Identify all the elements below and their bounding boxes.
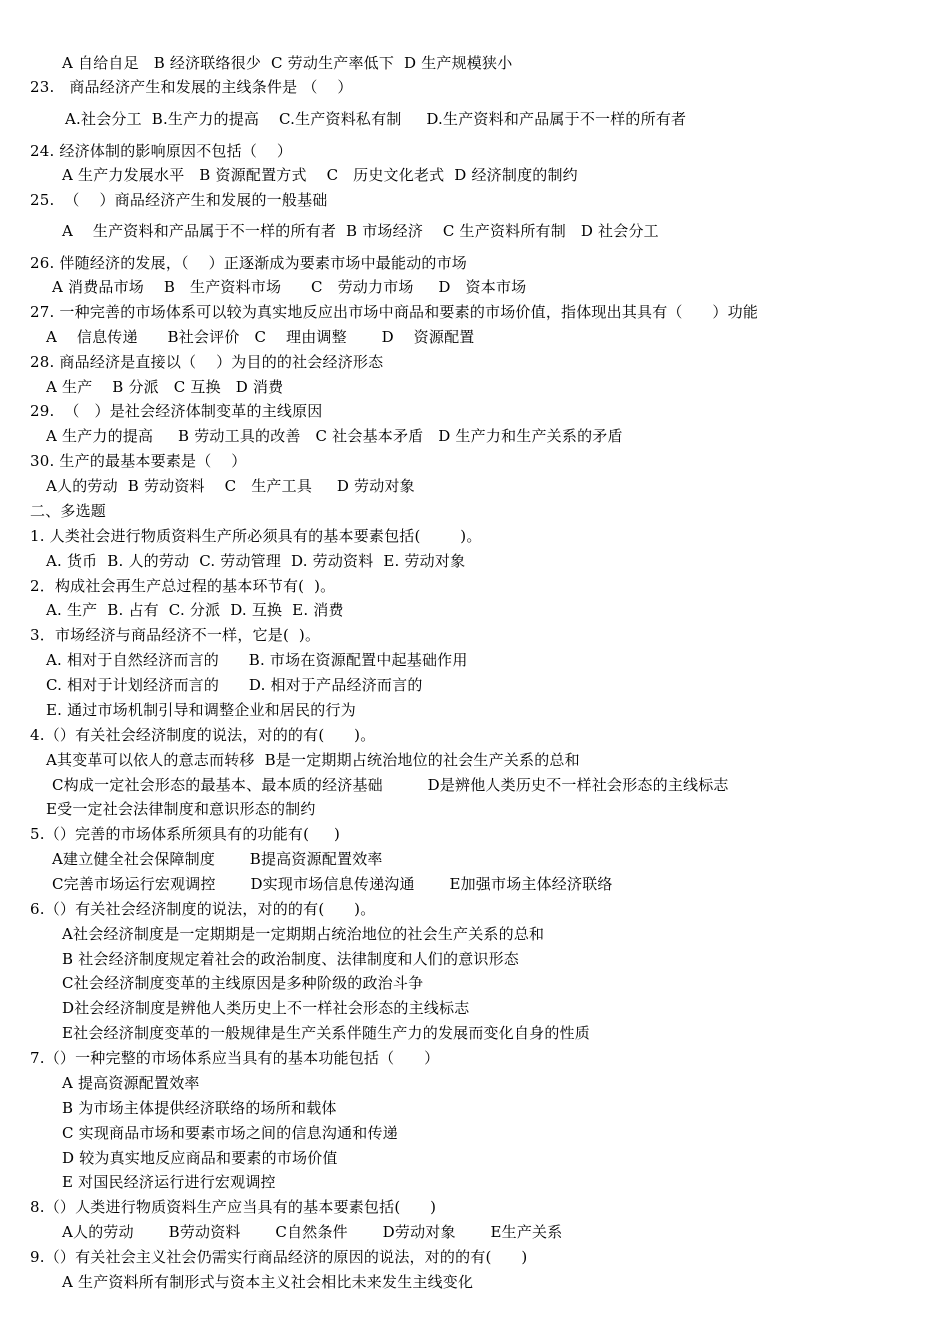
m9-option-a: A 生产资料所有制形式与资本主义社会相比未来发生主线变化 (62, 1273, 474, 1291)
m7-option-c: C 实现商品市场和要素市场之间的信息沟通和传递 (62, 1124, 398, 1142)
q30-stem: 30. 生产的最基本要素是（ ） (30, 452, 247, 470)
q22-options: A 自给自足 B 经济联络很少 C 劳动生产率低下 D 生产规模狭小 (62, 54, 513, 72)
q28-stem: 28. 商品经济是直接以（ ）为目的的社会经济形态 (30, 353, 384, 371)
m2-stem: 2．构成社会再生产总过程的基本环节有( )。 (30, 577, 336, 595)
m2-options: A. 生产 B. 占有 C. 分派 D. 互换 E. 消费 (46, 601, 344, 619)
q28-options: A 生产 B 分派 C 互换 D 消费 (46, 378, 284, 396)
m6-option-b: B 社会经济制度规定着社会的政治制度、法律制度和人们的意识形态 (62, 950, 519, 968)
q25-stem: 25. （ ）商品经济产生和发展的一般基础 (30, 191, 328, 209)
q26-stem: 26. 伴随经济的发展，（ ）正逐渐成为要素市场中最能动的市场 (30, 254, 467, 272)
m7-option-a: A 提高资源配置效率 (62, 1074, 200, 1092)
q30-options: A人的劳动 B 劳动资料 C 生产工具 D 劳动对象 (46, 477, 415, 495)
m4-options-cd: C构成一定社会形态的最基本、最本质的经济基础 D是辨他人类历史不一样社会形态的主线标志 (52, 776, 729, 794)
m5-options-cde: C完善市场运行宏观调控 D实现市场信息传递沟通 E加强市场主体经济联络 (52, 875, 613, 893)
m4-stem: 4.（）有关社会经济制度的说法，对的的有( )。 (30, 726, 376, 744)
q29-stem: 29. （ ）是社会经济体制变革的主线原因 (30, 402, 323, 420)
m3-options-cd: C. 相对于计划经济而言的 D. 相对于产品经济而言的 (46, 676, 423, 694)
m6-option-a: A社会经济制度是一定期期是一定期期占统治地位的社会生产关系的总和 (62, 925, 545, 943)
m5-stem: 5.（）完善的市场体系所须具有的功能有( ) (30, 825, 341, 843)
m1-stem: 1. 人类社会进行物质资料生产所必须具有的基本要素包括( )。 (30, 527, 482, 545)
q25-options: A 生产资料和产品属于不一样的所有者 B 市场经济 C 生产资料所有制 D 社会分工 (62, 222, 659, 240)
m6-option-c: C社会经济制度变革的主线原因是多种阶级的政治斗争 (62, 974, 424, 992)
m4-options-ab: A其变革可以依人的意志而转移 B是一定期期占统治地位的社会生产关系的总和 (46, 751, 580, 769)
m5-options-ab: A建立健全社会保障制度 B提高资源配置效率 (52, 850, 383, 868)
m3-option-e: E. 通过市场机制引导和调整企业和居民的行为 (46, 701, 356, 719)
m3-options-ab: A. 相对于自然经济而言的 B. 市场在资源配置中起基础作用 (46, 651, 468, 669)
q26-options: A 消费品市场 B 生产资料市场 C 劳动力市场 D 资本市场 (52, 278, 527, 296)
m8-stem: 8.（）人类进行物质资料生产应当具有的基本要素包括( ) (30, 1198, 437, 1216)
q24-stem: 24. 经济体制的影响原因不包括（ ） (30, 142, 293, 160)
q27-options: A 信息传递 B社会评价 C 理由调整 D 资源配置 (46, 328, 475, 346)
q29-options: A 生产力的提高 B 劳动工具的改善 C 社会基本矛盾 D 生产力和生产关系的矛盾 (46, 427, 623, 445)
q27-stem: 27. 一种完善的市场体系可以较为真实地反应出市场中商品和要素的市场价值，指体现出其具有（ ）功能 (30, 303, 759, 321)
section-heading: 二、多选题 (30, 502, 107, 520)
m6-option-e: E社会经济制度变革的一般规律是生产关系伴随生产力的发展而变化自身的性质 (62, 1024, 590, 1042)
m7-option-b: B 为市场主体提供经济联络的场所和载体 (62, 1099, 337, 1117)
q23-options: A.社会分工 B.生产力的提高 C.生产资料私有制 D.生产资料和产品属于不一样的所有者 (65, 110, 687, 128)
q24-options: A 生产力发展水平 B 资源配置方式 C 历史文化老式 D 经济制度的制约 (62, 166, 578, 184)
m4-option-e: E受一定社会法律制度和意识形态的制约 (46, 800, 316, 818)
m6-stem: 6.（）有关社会经济制度的说法，对的的有( )。 (30, 900, 376, 918)
m1-options: A. 货币 B. 人的劳动 C. 劳动管理 D. 劳动资料 E. 劳动对象 (46, 552, 466, 570)
m7-option-d: D 较为真实地反应商品和要素的市场价值 (62, 1149, 338, 1167)
q23-stem: 23. 商品经济产生和发展的主线条件是 （ ） (30, 78, 353, 96)
m7-option-e: E 对国民经济运行进行宏观调控 (62, 1173, 276, 1191)
m8-options: A人的劳动 B劳动资料 C自然条件 D劳动对象 E生产关系 (62, 1223, 563, 1241)
m7-stem: 7.（）一种完整的市场体系应当具有的基本功能包括（ ） (30, 1049, 440, 1067)
m9-stem: 9.（）有关社会主义社会仍需实行商品经济的原因的说法，对的的有( ) (30, 1248, 528, 1266)
m3-stem: 3．市场经济与商品经济不一样，它是( )。 (30, 626, 321, 644)
m6-option-d: D社会经济制度是辨他人类历史上不一样社会形态的主线标志 (62, 999, 470, 1017)
